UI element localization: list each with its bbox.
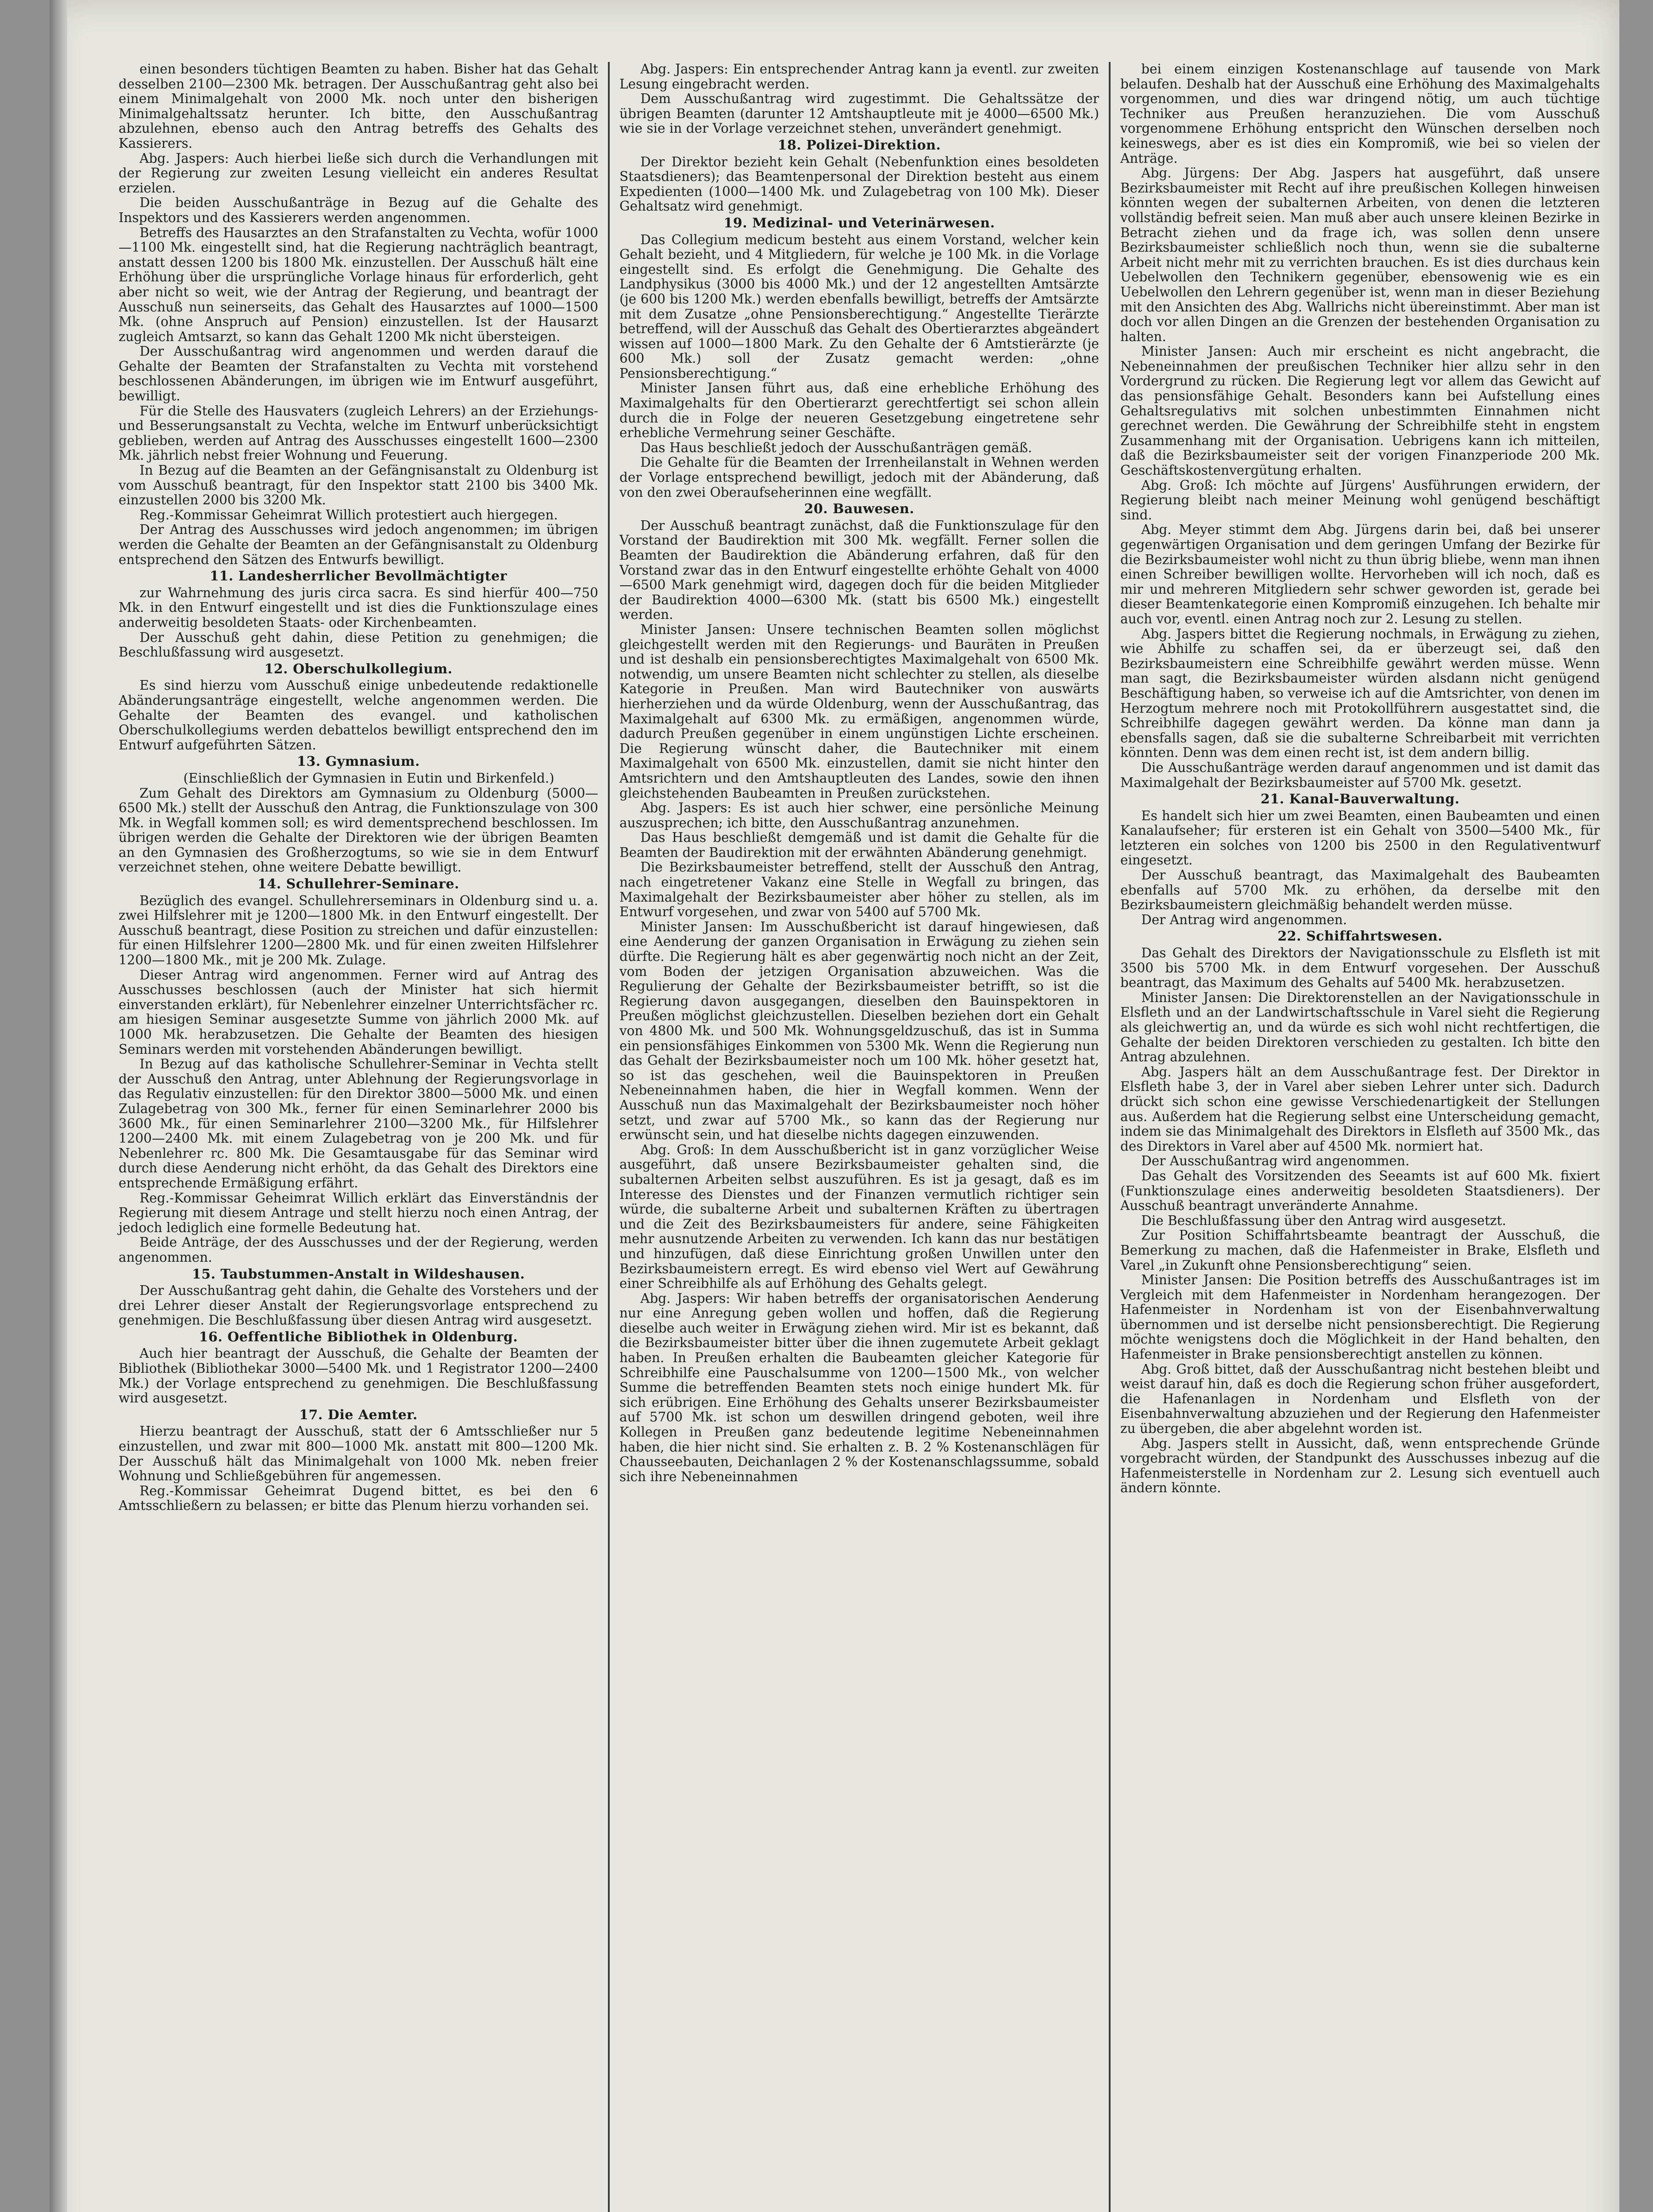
paragraph: Abg. Groß bittet, daß der Ausschußantrag nicht bestehen bleibt und weist darauf hin, daß es doch die Regierung schon früher ausgefordert, die Hafenanlagen in Nordenham und Elsfleth von der Eisenbahnverwaltung abzuziehen und der Regierung den Hafenmeister zu übergeben, die aber abgelehnt worden ist. bbox=[1120, 1361, 1600, 1436]
paragraph: Die Beschlußfassung über den Antrag wird ausgesetzt. bbox=[1141, 1213, 1507, 1228]
paragraph: Minister Jansen: Im Ausschußbericht ist darauf hingewiesen, daß eine Aenderung der ganzen Organisation in Erwägung zu ziehen sein dürfte. Die Regierung hält es aber gegenwärtig noch nicht an der Zeit, vom Boden der jetzigen Organisation abzuweichen. Was die Regulierung der Gehalte der Bezirksbaumeister betrifft, so ist die Regierung davon ausgegangen, dieselben den Bauinspektoren in Preußen möglichst gleichzustellen. Dieselben beziehen dort ein Gehalt von 4800 Mk. und 500 Mk. Wohnungsgeldzuschuß, das ist in Summa ein pensionsfähiges Einkommen von 5300 Mk. Wenn die Regierung nun das Gehalt der Bezirksbaumeister noch um 100 Mk. höher gesetzt hat, so ist das geschehen, weil die Bauinspektoren in Preußen Nebeneinnahmen haben, die hier in Wegfall kommen. Wenn der Ausschuß nun das Maximalgehalt der Bezirksbaumeister noch höher setzt, und zwar auf 5700 Mk., so kann das der Regierung nur erwünscht sein, und hat dieselbe nichts dagegen einzuwenden. bbox=[619, 919, 1099, 1143]
text-columns bbox=[111, 62, 1641, 2212]
paragraph: Bezüglich des evangel. Schullehrerseminars in Oldenburg sind u. a. zwei Hilfslehrer mit je 1200—1800 Mk. in den Entwurf eingestellt. Der Ausschuß beantragt, diese Position zu streichen und dafür einzustellen: für einen Hilfslehrer 1200—2800 Mk. und für einen zweiten Hilfslehrer 1200—1800 Mk., mit je 200 Mk. Zulage. bbox=[119, 893, 598, 968]
paragraph: Der Ausschußantrag wird angenommen und werden darauf die Gehalte der Beamten der Strafanstalten zu Vechta mit vorstehend beschlossenen Abänderungen, im übrigen wie im Entwurf ausgeführt, bewilligt. bbox=[119, 344, 598, 404]
paragraph: zur Wahrnehmung des juris circa sacra. Es sind hierfür 400—750 Mk. in den Entwurf eingestellt und ist dies die Funktionszulage eines anderweitig besoldeten Staats- oder Kirchenbeamten. bbox=[119, 585, 598, 630]
paragraph: In Bezug auf das katholische Schullehrer-Seminar in Vechta stellt der Ausschuß den Antrag, unter Ablehnung der Regierungsvorlage in das Regulativ einzustellen: für den Direktor 3800—5000 Mk. und einen Zulagebetrag von 300 Mk., ferner für einen Seminarlehrer 2000 bis 3600 Mk., für einen Seminarlehrer 2100—3200 Mk., für Hilfslehrer 1200—2400 Mk. mit einem Zulagebetrag von je 200 Mk. und für Nebenlehrer rc. 800 Mk. Die Gesamtausgabe für das Seminar wird durch diese Aenderung nicht erhöht, da das Gehalt des Direktors eine entsprechende Ermäßigung erfährt. bbox=[119, 1056, 598, 1190]
paragraph: Abg. Jaspers: Wir haben betreffs der organisatorischen Aenderung nur eine Anregung geben wollen und hoffen, daß die Regierung dieselbe auch weiter in Erwägung ziehen wird. Mir ist es bekannt, daß die Bezirksbaumeister bitter über die ihnen zugemutete Arbeit geklagt haben. In Preußen erhalten die Baubeamten gleicher Kategorie für Schreibhilfe eine Pauschalsumme von 1200—1500 Mk., von welcher Summe die betreffenden Beamten stets noch einige hundert Mk. für sich erübrigen. Eine Erhöhung des Gehalts unserer Bezirksbaumeister auf 5700 Mk. ist schon um deswillen dringend geboten, weil ihre Kollegen in Preußen ganz bedeutende legitime Nebeneinnahmen haben, die hier nicht sind. Sie erhalten z. B. 2 % Kostenanschlägen für Chausseebauten, Deichanlagen 2 % der Kostenanschlagssumme, sobald sich ihre Nebeneinnahmen bbox=[619, 1290, 1099, 1484]
paragraph: Zum Gehalt des Direktors am Gymnasium zu Oldenburg (5000—6500 Mk.) stellt der Ausschuß den Antrag, die Funktionszulage von 300 Mk. in Wegfall kommen soll; es wird dementsprechend beschlossen. Im übrigen werden die Gehalte der Direktoren wie der übrigen Beamten an den Gymnasien des Großherzogtums, so wie sie in dem Entwurf verzeichnet stehen, ohne weitere Debatte bewilligt. bbox=[119, 785, 598, 875]
paragraph: Das Haus beschließt demgemäß und ist damit die Gehalte für die Beamten der Baudirektion mit der erwähnten Abänderung genehmigt. bbox=[619, 830, 1099, 860]
paragraph: Reg.-Kommissar Geheimrat Dugend bittet, es bei den 6 Amtsschließern zu belassen; er bitte das Plenum hierzu vorhanden sei. bbox=[119, 1483, 598, 1513]
paragraph: Abg. Groß: In dem Ausschußbericht ist in ganz vorzüglicher Weise ausgeführt, daß unsere Bezirksbaumeister gehalten sind, die subalternen Arbeiten selbst auszuführen. Es ist ja gesagt, daß es im Interesse des Dienstes und der Finanzen vermutlich richtiger sein würde, die subalterne Arbeit und subalternen Kräften zu übertragen und die Zeit des Bezirksbaumeisters für andere, seine Fähigkeiten mehr ausnutzende Arbeiten zu verwenden. Ich kann das nur bestätigen und hinzufügen, daß diese Einrichtung großen Unwillen unter den Bezirksbaumeistern erregt. Es wird ebenso viel Wert auf Gewährung einer Schreibhilfe als auf Erhöhung des Gehalts gelegt. bbox=[619, 1142, 1099, 1291]
paragraph: Das Collegium medicum besteht aus einem Vorstand, welcher kein Gehalt bezieht, und 4 Mitgliedern, für welche je 100 Mk. in die Vorlage eingestellt sind. Es erfolgt die Genehmigung. Die Gehalte des Landphysikus (3000 bis 4000 Mk.) und der 12 angestellten Amtsärzte (je 600 bis 1200 Mk.) werden ebenfalls bewilligt, betreffs der Amtsärzte mit dem Zusatze „ohne Pensionsberechtigung.“ Angestellte Tierärzte betreffend, will der Ausschuß das Gehalt des Obertierarztes abgeändert wissen auf 1000—1800 Mark. Zu den Gehalte der 6 Amtstierärzte (je 600 Mk.) soll der Zusatz gemacht werden: „ohne Pensionsberechtigung.“ bbox=[619, 232, 1099, 381]
paragraph: Reg.-Kommissar Geheimrat Willich erklärt das Einverständnis der Regierung mit diesem Antrage und stellt hierzu noch einen Antrag, der jedoch lediglich eine formelle Bedeutung hat. bbox=[119, 1190, 598, 1235]
paragraph: Der Direktor bezieht kein Gehalt (Nebenfunktion eines besoldeten Staatsdieners); das Beamtenpersonal der Direktion besteht aus einem Expedienten (1000—1400 Mk. und Zulagebetrag von 100 Mk). Dieser Gehaltsatz wird genehmigt. bbox=[619, 154, 1099, 214]
paragraph: Abg. Jürgens: Der Abg. Jaspers hat ausgeführt, daß unsere Bezirksbaumeister mit Recht auf ihre preußischen Kollegen hinweisen könnten wegen der subalternen Arbeiten, von denen die letzteren vollständig befreit seien. Man muß aber auch unsere kleinen Bezirke in Betracht ziehen und da frage ich, was sollen denn unsere Bezirksbaumeister schließlich noch thun, wenn sie die subalterne Arbeit nicht mehr mit zu verrichten brauchen. Es ist dies durchaus kein Uebelwollen den Technikern gegenüber, ebensowenig wie es ein Uebelwollen den Lehrern gegenüber ist, wenn man in dieser Beziehung mit den Ansichten des Abg. Wallrichs nicht übereinstimmt. Aber man ist doch vor allen Dingen an die Grenzen der bestehenden Organisation zu halten. bbox=[1120, 165, 1600, 344]
paragraph: Die Gehalte für die Beamten der Irrenheilanstalt in Wehnen werden der Vorlage entsprechend bewilligt, jedoch mit der Abänderung, daß von den zwei Oberaufseherinnen eine wegfällt. bbox=[619, 455, 1099, 500]
paragraph: Das Gehalt des Direktors der Navigationsschule zu Elsfleth ist mit 3500 bis 5700 Mk. in dem Entwurf vorgesehen. Der Ausschuß beantragt, das Maximum des Gehalts auf 5400 Mk. herabzusetzen. bbox=[1120, 945, 1600, 991]
paragraph: Abg. Jaspers: Ein entsprechender Antrag kann ja eventl. zur zweiten Lesung eingebracht werden. bbox=[619, 62, 1099, 92]
paragraph: Auch hier beantragt der Ausschuß, die Gehalte der Beamten der Bibliothek (Bibliothekar 3000—5400 Mk. und 1 Registrator 1200—2400 Mk.) der Vorlage entsprechend zu genehmigen. Die Beschlußfassung wird ausgesetzt. bbox=[119, 1346, 598, 1406]
paragraph: Der Antrag des Ausschusses wird jedoch angenommen; im übrigen werden die Gehalte der Beamten an der Gefängnisanstalt zu Oldenburg entsprechend den Sätzen des Entwurfs bewilligt. bbox=[119, 522, 598, 567]
section-heading: 22. Schiffahrtswesen. bbox=[1277, 929, 1443, 945]
paragraph: Das Gehalt des Vorsitzenden des Seeamts ist auf 600 Mk. fixiert (Funktionszulage eines anderweitig besoldeten Staatsdieners). Der Ausschuß beantragt unveränderte Annahme. bbox=[1120, 1168, 1600, 1214]
section-heading: 13. Gymnasium. bbox=[297, 754, 420, 770]
paragraph: Abg. Jaspers hält an dem Ausschußantrage fest. Der Direktor in Elsfleth habe 3, der in Varel aber sieben Lehrer unter sich. Dadurch drückt sich schon eine gewisse Verschiedenartigkeit der Stellungen aus. Außerdem hat die Regierung selbst eine Unterscheidung gemacht, indem sie das Minimalgehalt des Direktors in Elsfleth auf 3500 Mk., das des Direktors in Varel aber auf 4500 Mk. normiert hat. bbox=[1120, 1064, 1600, 1154]
column-divider bbox=[1109, 62, 1111, 2212]
paragraph: Minister Jansen: Auch mir erscheint es nicht angebracht, die Nebeneinnahmen der preußischen Techniker hier allzu sehr in den Vordergrund zu rücken. Die Regierung legt vor allem das Gewicht auf das pensionsfähige Gehalt. Besonders kann bei Aufstellung eines Gehaltsregulativs mit solchen unbestimmten Einnahmen nicht gerechnet werden. Die Gewährung der Schreibhilfe steht in engstem Zusammenhang mit der Organisation. Uebrigens kann ich mitteilen, daß die Bezirksbaumeister seit der vorigen Finanzperiode 200 Mk. Geschäftskostenvergütung erhalten. bbox=[1120, 344, 1600, 478]
section-heading: 11. Landesherrlicher Bevollmächtigter bbox=[209, 568, 507, 584]
column-divider bbox=[608, 62, 610, 2212]
paragraph: Die beiden Ausschußanträge in Bezug auf die Gehalte des Inspektors und des Kassierers werden angenommen. bbox=[119, 195, 598, 225]
paragraph: einen besonders tüchtigen Beamten zu haben. Bisher hat das Gehalt desselben 2100—2300 Mk. betragen. Der Ausschußantrag geht also bei einem Minimalgehalt von 2000 Mk. noch unter den bisherigen Minimalgehaltssatz herunter. Ich bitte, den Ausschußantrag abzulehnen, ebenso auch den Antrag betreffs des Gehalts des Kassierers. bbox=[119, 62, 598, 151]
section-heading: 17. Die Aemter. bbox=[299, 1407, 418, 1423]
paragraph: Der Ausschuß geht dahin, diese Petition zu genehmigen; die Beschlußfassung wird ausgesetzt. bbox=[119, 630, 598, 660]
section-heading: 21. Kanal-Bauverwaltung. bbox=[1261, 791, 1460, 807]
section-heading: 14. Schullehrer-Seminare. bbox=[257, 876, 459, 892]
paragraph: bei einem einzigen Kostenanschlage auf tausende von Mark belaufen. Deshalb hat der Ausschuß eine Erhöhung des Maximalgehalts vorgenommen, und dies war dringend nötig, um auch tüchtige Techniker aus Preußen heranzuziehen. Die vom Ausschuß vorgenommene Erhöhung entspricht den Wünschen derselben noch keineswegs, aber es ist dies ein Kompromiß, wie bei so vielen der Anträge. bbox=[1120, 62, 1600, 166]
paragraph: Beide Anträge, der des Ausschusses und der der Regierung, werden angenommen. bbox=[119, 1235, 598, 1265]
paragraph: In Bezug auf die Beamten an der Gefängnisanstalt zu Oldenburg ist vom Ausschuß beantragt, für den Inspektor statt 2100 bis 3400 Mk. einzustellen 2000 bis 3200 Mk. bbox=[119, 463, 598, 508]
paragraph: Abg. Jaspers: Auch hierbei ließe sich durch die Verhandlungen mit der Regierung zur zweiten Lesung vielleicht ein anderes Resultat erzielen. bbox=[119, 150, 598, 196]
paragraph: Der Ausschuß beantragt zunächst, daß die Funktionszulage für den Vorstand der Baudirektion mit 300 Mk. wegfällt. Ferner sollen die Beamten der Baudirektion die Abänderung erfahren, daß für den Vorstand zwar das in den Entwurf eingestellte erhöhte Gehalt von 4000—6500 Mark genehmigt wird, dagegen doch für die beiden Mitglieder der Baudirektion 4000—6300 Mk. (statt bis 6500 Mk.) eingestellt werden. bbox=[619, 518, 1099, 622]
paragraph: Das Haus beschließt jedoch der Ausschußanträgen gemäß. bbox=[640, 440, 1032, 455]
paragraph: Minister Jansen: Die Position betreffs des Ausschußantrages ist im Vergleich mit dem Hafenmeister in Nordenham herangezogen. Der Hafenmeister in Nordenham ist von der Eisenbahnverwaltung übernommen und ist derselbe nicht pensionsberechtigt. Die Regierung möchte wenigstens doch die Möglichkeit in der Hand behalten, den Hafenmeister in Brake pensionsberechtigt anstellen zu können. bbox=[1120, 1272, 1600, 1362]
paragraph: Dem Ausschußantrag wird zugestimmt. Die Gehaltssätze der übrigen Beamten (darunter 12 Amtshauptleute mit je 4000—6500 Mk.) wie sie in der Vorlage verzeichnet stehen, unverändert genehmigt. bbox=[619, 91, 1099, 136]
paragraph: Reg.-Kommissar Geheimrat Willich protestiert auch hiergegen. bbox=[139, 507, 558, 522]
paragraph: Abg. Jaspers: Es ist auch hier schwer, eine persönliche Meinung auszusprechen; ich bitte, den Ausschußantrag anzunehmen. bbox=[619, 800, 1099, 830]
section-heading: 19. Medizinal- und Veterinärwesen. bbox=[723, 215, 995, 231]
paragraph: Für die Stelle des Hausvaters (zugleich Lehrers) an der Erziehungs- und Besserungsanstalt zu Vechta, welche im Entwurf unberücksichtigt geblieben, werden auf Antrag des Ausschusses eingestellt 1600—2300 Mk. jährlich nebst freier Wohnung und Feuerung. bbox=[119, 403, 598, 463]
paragraph: Der Ausschußantrag wird angenommen. bbox=[1141, 1153, 1410, 1169]
scan-binding-shadow bbox=[50, 0, 67, 2212]
paragraph: Der Antrag wird angenommen. bbox=[1141, 912, 1347, 927]
section-heading: 15. Taubstummen-Anstalt in Wildeshausen. bbox=[192, 1266, 525, 1282]
paragraph: Es handelt sich hier um zwei Beamten, einen Baubeamten und einen Kanalaufseher; für ersteren ist ein Gehalt von 3500—5400 Mk., für letzteren ein solches von 1200 bis 2500 in den Regulativentwurf eingesetzt. bbox=[1120, 808, 1600, 868]
paragraph: Abg. Jaspers bittet die Regierung nochmals, in Erwägung zu ziehen, wie Abhilfe zu schaffen sei, da er überzeugt sei, daß den Bezirksbaumeistern eine Schreibhilfe gewährt werden müsse. Wenn man sagt, die Bezirksbaumeister würden alsdann nicht genügend Beschäftigung haben, so verweise ich auf die Amtsrichter, von denen im Herzogtum mehrere noch mit Protokollführern ausgestattet sind, die Schreibhilfe dagegen gewährt werden. Da könne man dann ja ebensfalls sagen, daß sie die subalterne Schreibarbeit mit verrichten könnten. Denn was dem einen recht ist, ist dem andern billig. bbox=[1120, 626, 1600, 760]
paragraph: Minister Jansen: Die Direktorenstellen an der Navigationsschule in Elsfleth und an der Landwirtschaftsschule in Varel sieht die Regierung als gleichwertig an, und da würde es sich wohl nicht rechtfertigen, die Gehalte der beiden Direktoren verschieden zu gestalten. Ich bitte den Antrag abzulehnen. bbox=[1120, 990, 1600, 1065]
paragraph: Abg. Groß: Ich möchte auf Jürgens' Ausführungen erwidern, der Regierung bleibt nach meiner Meinung wohl genügend beschäftigt sind. bbox=[1120, 477, 1600, 522]
section-subheading: (Einschließlich der Gymnasien in Eutin und Birkenfeld.) bbox=[183, 770, 554, 786]
paragraph: Die Bezirksbaumeister betreffend, stellt der Ausschuß den Antrag, nach eingetretener Vakanz eine Stelle in Wegfall zu bringen, das Maximalgehalt der Bezirksbaumeister aber höher zu stellen, als im Entwurf vorgesehen, und zwar von 5400 auf 5700 Mk. bbox=[619, 860, 1099, 920]
paragraph: Minister Jansen: Unsere technischen Beamten sollen möglichst gleichgestellt werden mit den Regierungs- und Bauräten in Preußen und ist deshalb ein pensionsberechtigtes Maximalgehalt von 6500 Mk. notwendig, um unsere Beamten nicht schlechter zu stellen, als dieselbe Kategorie in Preußen. Man wird Bautechniker von auswärts hierherziehen und da würde Oldenburg, wenn der Ausschußantrag, das Maximalgehalt auf 6300 Mk. zu ermäßigen, angenommen würde, dadurch Preußen gegenüber in einem ungünstigen Lichte erscheinen. Die Regierung wünscht daher, die Bautechniker mit einem Maximalgehalt von 6500 Mk. einzustellen, damit sie nicht hinter den Amtsrichtern und den Amtshauptleuten des Landes, sowie den ihnen gleichstehenden Baubeamten in Preußen zurückstehen. bbox=[619, 622, 1099, 801]
column-2 bbox=[611, 62, 1107, 2212]
section-heading: 20. Bauwesen. bbox=[804, 501, 915, 517]
paragraph: Betreffs des Hausarztes an den Strafanstalten zu Vechta, wofür 1000—1100 Mk. eingestellt sind, hat die Regierung nachträglich beantragt, anstatt dessen 1200 bis 1800 Mk. einzustellen. Der Ausschuß hält eine Erhöhung über die ursprüngliche Vorlage hinaus für erforderlich, geht aber nicht so weit, wie der Antrag der Regierung, und beantragt der Ausschuß nun seinerseits, das Gehalt des Hausarztes auf 1000—1500 Mk. (ohne Anspruch auf Pension) einzustellen. Ist der Hausarzt zugleich Amtsarzt, so kann das Gehalt 1200 Mk nicht übersteigen. bbox=[119, 225, 598, 344]
column-3 bbox=[1112, 62, 1608, 2212]
paragraph: Hierzu beantragt der Ausschuß, statt der 6 Amtsschließer nur 5 einzustellen, und zwar mit 800—1000 Mk. anstatt mit 800—1200 Mk. Der Ausschuß hält das Minimalgehalt von 1000 Mk. neben freier Wohnung und Schließgebühren für angemessen. bbox=[119, 1424, 598, 1484]
section-heading: 16. Oeffentliche Bibliothek in Oldenburg. bbox=[199, 1329, 518, 1345]
paragraph: Abg. Jaspers stellt in Aussicht, daß, wenn entsprechende Gründe vorgebracht würden, der Standpunkt des Ausschusses inbezug auf die Hafenmeisterstelle in Nordenham zur 2. Lesung sich eventuell auch ändern könnte. bbox=[1120, 1436, 1600, 1496]
section-heading: 18. Polizei-Direktion. bbox=[777, 137, 941, 153]
paragraph: Dieser Antrag wird angenommen. Ferner wird auf Antrag des Ausschusses beschlossen (auch der Minister hat sich hiermit einverstanden erklärt), für Nebenlehrer einzelner Unterrichtsfächer rc. am hiesigen Seminar ausgesetzte Summe von jährlich 2000 Mk. auf 1000 Mk. herabzusetzen. Die Gehalte der Beamten des hiesigen Seminars werden mit vorstehenden Abänderungen bewilligt. bbox=[119, 967, 598, 1057]
paragraph: Es sind hierzu vom Ausschuß einige unbedeutende redaktionelle Abänderungsanträge eingestellt, welche angenommen werden. Die Gehalte der Beamten des evangel. und katholischen Oberschulkollegiums werden debattelos bewilligt entsprechend den im Entwurf aufgeführten Sätzen. bbox=[119, 678, 598, 753]
paragraph: Zur Position Schiffahrtsbeamte beantragt der Ausschuß, die Bemerkung zu machen, daß die Hafenmeister in Brake, Elsfleth und Varel „in Zukunft ohne Pensionsberechtigung“ seien. bbox=[1120, 1228, 1600, 1273]
section-heading: 12. Oberschulkollegium. bbox=[264, 661, 453, 677]
paragraph: Der Ausschußantrag geht dahin, die Gehalte des Vorstehers und der drei Lehrer dieser Anstalt der Regierungsvorlage entsprechend zu genehmigen. Die Beschlußfassung über diesen Antrag wird ausgesetzt. bbox=[119, 1283, 598, 1328]
paragraph: Minister Jansen führt aus, daß eine erhebliche Erhöhung des Maximalgehalts für den Obertierarzt gerechtfertigt sei schon allein durch die in Folge der neueren Gesetzgebung eingetretene sehr erhebliche Vermehrung seiner Geschäfte. bbox=[619, 380, 1099, 441]
column-1 bbox=[111, 62, 606, 2212]
paragraph: Die Ausschußanträge werden darauf angenommen und ist damit das Maximalgehalt der Bezirksbaumeister auf 5700 Mk. gesetzt. bbox=[1120, 760, 1600, 790]
paragraph: Abg. Meyer stimmt dem Abg. Jürgens darin bei, daß bei unserer gegenwärtigen Organisation und dem geringen Umfang der Bezirke für die Bezirksbaumeister wohl nicht zu thun übrig bliebe, wenn man ihnen einen Schreiber bewilligen wollte. Hervorheben will ich noch, daß es mir und mehreren Mitgliedern sehr schwer geworden ist, gerade bei dieser Beamtenkategorie einen Kompromiß einzugehen. Ich behalte mir auch vor, eventl. einen Antrag noch zur 2. Lesung zu stellen. bbox=[1120, 522, 1600, 626]
paragraph: Der Ausschuß beantragt, das Maximalgehalt des Baubeamten ebenfalls auf 5700 Mk. zu erhöhen, da derselbe mit den Bezirksbaumeistern gleichmäßig behandelt werden müsse. bbox=[1120, 868, 1600, 913]
